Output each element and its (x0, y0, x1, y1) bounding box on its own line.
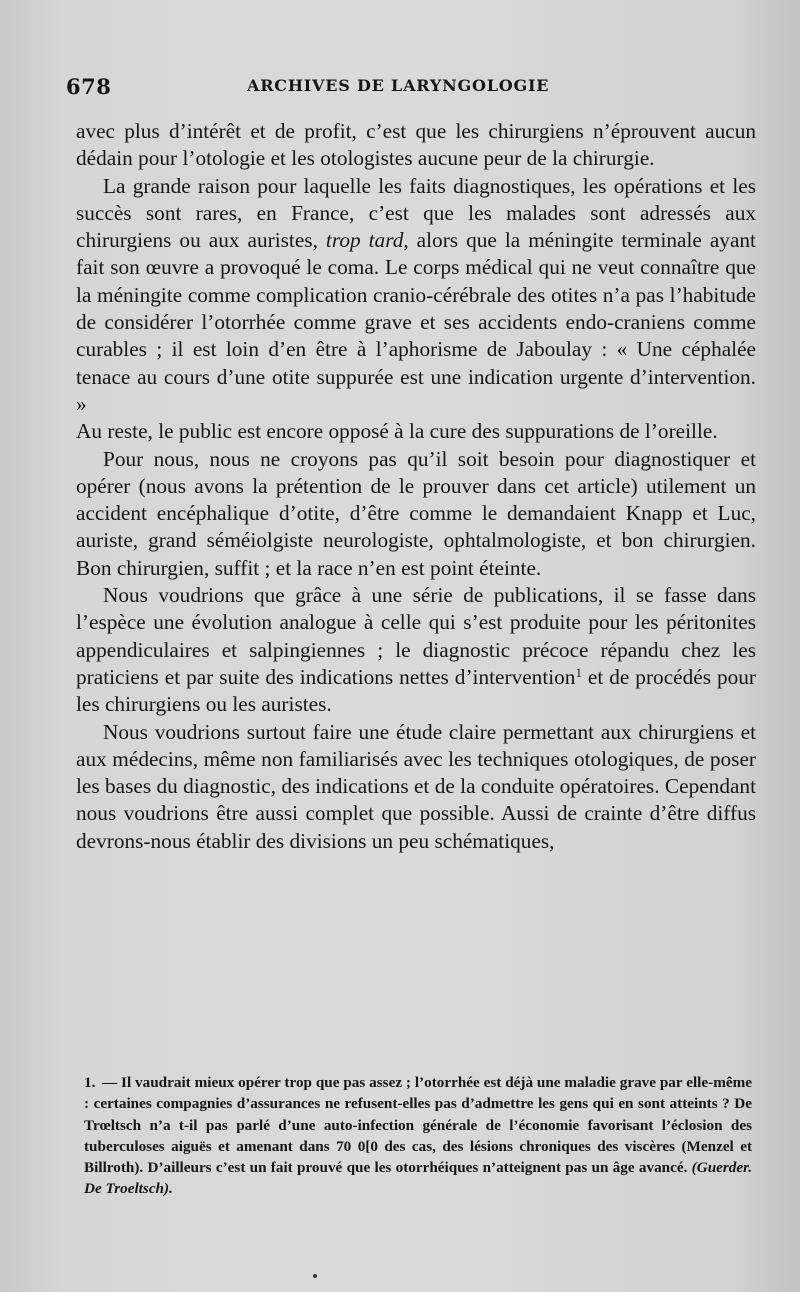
paragraph-3: Au reste, le public est encore opposé à la cure des suppurations de l’oreille. (76, 419, 718, 444)
paragraph-6: Nous voudrions surtout faire une étude claire permettant aux chirurgiens et aux médecins, même non familiarisés avec les techniques otologiques, de poser les bases du diagnostic, des indications et de la conduite opératoires. Cependant nous voudrions être aussi complet que possible. Aussi de crainte d’être diffus devrons-nous établir des divisions un peu schématiques, (76, 719, 756, 853)
page-header (62, 74, 752, 104)
footnote-number: 1. (84, 1074, 96, 1091)
paragraph-2-rest: , alors que la méningite terminale ayant fait son œuvre a provoqué le coma. Le corps médical qui ne veut connaître que la méningite comme complication cranio-cérébrale des otites n’a pas l’habitude de considérer l’otorrhée comme grave et ses accidents endo-craniens comme curables ; il est loin d’en être à l’aphorisme de Jaboulay : « Une céphalée tenace au cours d’une otite suppurée est une indication urgente d’intervention. » (76, 228, 756, 416)
paragraph-2-start: La grande raison pour laquelle les faits diagnostiques, les opérations et les succès sont rares, en France, c’est que les malades sont adressés aux chirurgiens ou aux auristes, (76, 173, 756, 253)
footnote (84, 1072, 752, 1200)
running-title: ARCHIVES DE LARYNGOLOGIE (247, 76, 550, 95)
paragraph-5-start: Nous voudrions que grâce à une série de publications, il se fasse dans l’espèce une évolution analogue à celle qui s’est produite pour les péritonites appendiculaires et salpingiennes ; le diagnostic précoce répandu chez les praticiens et par suite des indications nettes d’intervention (76, 583, 756, 689)
page-mark (313, 1274, 317, 1278)
footnote-reference: (Guerder. De Troeltsch). (84, 1159, 752, 1198)
body-text (76, 118, 756, 855)
footnote-text: — Il vaudrait mieux opérer trop que pas assez ; l’otorrhée est déjà une maladie grave par elle-même : certaines compagnies d’assurances ne refusent-elles pas d’admettre les gens qui en sont atteints ? De Trœltsch n’a t-il pas parlé d’une auto-infection générale de l’économie favorisant l’éclosion des tuberculoses aiguës et amenant dans 70 0[0 des cas, des lésions chroniques des viscères (Menzel et Billroth). D’ailleurs c’est un fait prouvé que les otorrhéiques n’atteignent pas un âge avancé. (84, 1074, 752, 1177)
paragraph-4: Pour nous, nous ne croyons pas qu’il soit besoin pour diagnostiquer et opérer (nous avons la prétention de le prouver dans cet article) utilement un accident encéphalique d’otite, d’être comme le demandaient Knapp et Luc, auriste, grand séméiolgiste neurologiste, ophtalmologiste, et bon chirurgien. Bon chirurgien, suffit ; et la race n’en est point éteinte. (76, 446, 756, 580)
paragraph-5-rest: et de procédés pour les chirurgiens ou les auristes. (76, 664, 756, 717)
paragraph-5 (76, 582, 756, 718)
page-number: 678 (66, 74, 112, 99)
footnote-ref: 1 (575, 664, 582, 680)
paragraph-1: avec plus d’intérêt et de profit, c’est que les chirurgiens n’éprouvent aucun dédain pour l’otologie et les otologistes aucune peur de la chirurgie. (76, 119, 756, 171)
paragraph-2 (76, 173, 756, 419)
emphasis-trop-tard: trop tard (325, 228, 404, 253)
